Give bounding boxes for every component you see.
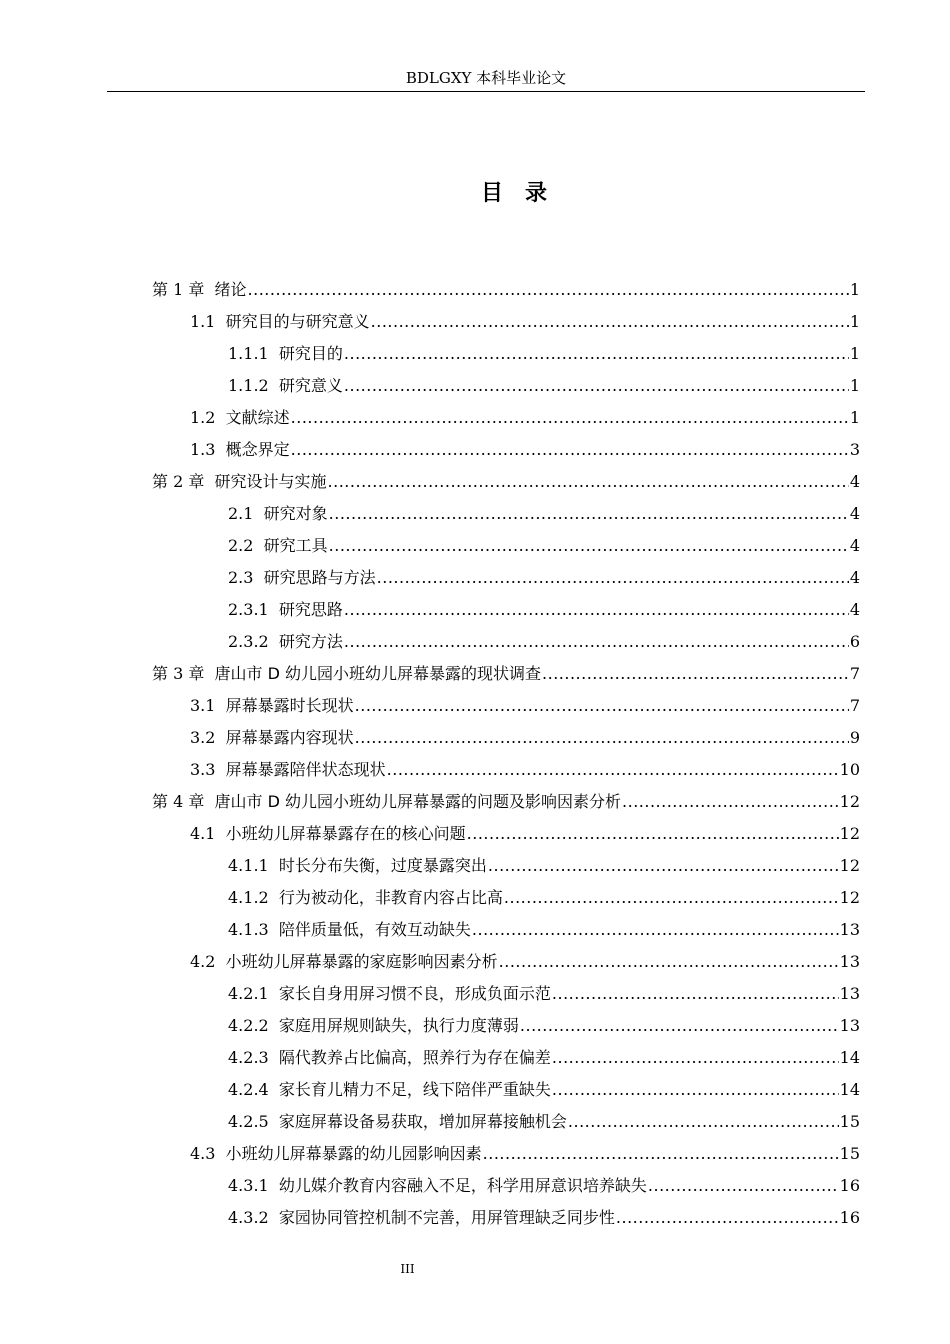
- toc-entry-page: 6: [849, 632, 860, 651]
- toc-entry[interactable]: [0, 1138, 950, 1170]
- toc-entry-label: 唐山市 D 幼儿园小班幼儿屏幕暴露的问题及影响因素分析: [214, 792, 622, 811]
- toc-entry-label: 小班幼儿屏幕暴露存在的核心问题: [225, 824, 466, 843]
- toc-dot-leader: [377, 562, 849, 594]
- toc-dot-leader: [648, 1170, 839, 1202]
- toc-entry-number: 4.1.2: [228, 888, 279, 907]
- toc-dot-leader: [344, 370, 849, 402]
- toc-entry[interactable]: [0, 978, 950, 1010]
- toc-entry-page: 7: [849, 664, 860, 683]
- toc-entry[interactable]: [0, 1106, 950, 1138]
- page-number: III: [400, 1262, 415, 1276]
- toc-entry-page: 9: [849, 728, 860, 747]
- toc-entry-label: 研究工具: [263, 536, 328, 555]
- toc-entry[interactable]: [0, 626, 950, 658]
- toc-entry[interactable]: [0, 530, 950, 562]
- toc-entry-label: 行为被动化，非教育内容占比高: [278, 888, 503, 907]
- toc-dot-leader: [291, 434, 849, 466]
- toc-entry-number: 4.3.2: [228, 1208, 279, 1227]
- toc-entry-number: 2.1: [228, 504, 264, 523]
- toc-entry-label: 时长分布失衡，过度暴露突出: [278, 856, 487, 875]
- toc-entry[interactable]: [0, 818, 950, 850]
- toc-entry[interactable]: [0, 338, 950, 370]
- toc-entry-label: 研究意义: [278, 376, 343, 395]
- toc-entry[interactable]: [0, 562, 950, 594]
- toc-dot-leader: [483, 1138, 839, 1170]
- toc-entry-page: 4: [849, 568, 860, 587]
- toc-entry-label: 研究目的与研究意义: [225, 312, 370, 331]
- toc-entry[interactable]: [0, 786, 950, 818]
- toc-entry-page: 14: [839, 1080, 860, 1099]
- toc-entry-page: 12: [839, 856, 860, 875]
- toc-entry-label: 研究对象: [263, 504, 328, 523]
- toc-entry-label: 研究方法: [278, 632, 343, 651]
- toc-entry-number: 1.2: [190, 408, 226, 427]
- toc-entry-label: 家长自身用屏习惯不良，形成负面示范: [278, 984, 551, 1003]
- toc-entry[interactable]: [0, 1074, 950, 1106]
- toc-entry-page: 13: [839, 984, 860, 1003]
- toc-entry[interactable]: [0, 850, 950, 882]
- toc-entry-label: 研究思路与方法: [263, 568, 376, 587]
- toc-dot-leader: [355, 690, 849, 722]
- toc-dot-leader: [520, 1010, 839, 1042]
- toc-entry-page: 3: [849, 440, 860, 459]
- toc-dot-leader: [387, 754, 839, 786]
- toc-entry-page: 7: [849, 696, 860, 715]
- toc-entry-number: 4.2.4: [228, 1080, 279, 1099]
- toc-entry[interactable]: [0, 1010, 950, 1042]
- toc-dot-leader: [371, 306, 849, 338]
- toc-dot-leader: [467, 818, 839, 850]
- toc-dot-leader: [344, 626, 849, 658]
- toc-dot-leader: [552, 1042, 839, 1074]
- toc-entry-number: 第 2 章: [152, 472, 215, 491]
- toc-dot-leader: [499, 946, 839, 978]
- toc-entry[interactable]: [0, 914, 950, 946]
- toc-dot-leader: [622, 786, 839, 818]
- toc-entry-number: 4.3: [190, 1144, 226, 1163]
- toc-entry-label: 家园协同管控机制不完善，用屏管理缺乏同步性: [278, 1208, 615, 1227]
- toc-dot-leader: [616, 1202, 839, 1234]
- toc-entry[interactable]: [0, 1170, 950, 1202]
- toc-entry[interactable]: [0, 498, 950, 530]
- toc-dot-leader: [355, 722, 849, 754]
- toc-entry-number: 3.3: [190, 760, 226, 779]
- toc-entry-page: 13: [839, 1016, 860, 1035]
- toc-entry-page: 15: [839, 1144, 860, 1163]
- toc-dot-leader: [504, 882, 839, 914]
- toc-dot-leader: [552, 978, 839, 1010]
- toc-entry-number: 第 1 章: [152, 280, 215, 299]
- toc-entry[interactable]: [0, 754, 950, 786]
- toc-entry-number: 2.3.2: [228, 632, 279, 651]
- toc-entry[interactable]: [0, 946, 950, 978]
- toc-entry-number: 第 4 章: [152, 792, 215, 811]
- toc-entry-number: 1.1.1: [228, 344, 279, 363]
- toc-entry-number: 4.2.1: [228, 984, 279, 1003]
- toc-entry-label: 幼儿媒介教育内容融入不足，科学用屏意识培养缺失: [278, 1176, 647, 1195]
- toc-entry-page: 12: [839, 824, 860, 843]
- toc-entry-page: 1: [849, 312, 860, 331]
- toc-entry[interactable]: [0, 434, 950, 466]
- toc-entry[interactable]: [0, 722, 950, 754]
- toc-entry-label: 研究目的: [278, 344, 343, 363]
- toc-entry-number: 1.1: [190, 312, 226, 331]
- toc-entry-page: 1: [849, 376, 860, 395]
- table-of-contents: [0, 274, 950, 1234]
- toc-entry[interactable]: [0, 402, 950, 434]
- toc-entry-label: 绪论: [214, 280, 247, 299]
- toc-entry-page: 1: [849, 344, 860, 363]
- toc-entry-label: 家庭屏幕设备易获取，增加屏幕接触机会: [278, 1112, 567, 1131]
- toc-entry-page: 12: [839, 888, 860, 907]
- toc-entry-number: 2.3: [228, 568, 264, 587]
- toc-dot-leader: [329, 498, 849, 530]
- toc-dot-leader: [291, 402, 849, 434]
- toc-dot-leader: [344, 594, 849, 626]
- running-header: BDLGXY 本科毕业论文: [405, 69, 567, 87]
- toc-entry-label: 研究思路: [278, 600, 343, 619]
- toc-dot-leader: [472, 914, 839, 946]
- toc-entry-page: 1: [849, 408, 860, 427]
- toc-entry-page: 1: [849, 280, 860, 299]
- toc-entry-number: 4.1: [190, 824, 226, 843]
- toc-dot-leader: [329, 530, 849, 562]
- toc-entry-label: 唐山市 D 幼儿园小班幼儿屏幕暴露的现状调查: [214, 664, 542, 683]
- toc-dot-leader: [248, 274, 849, 306]
- toc-entry-label: 家庭用屏规则缺失，执行力度薄弱: [278, 1016, 519, 1035]
- toc-entry-label: 概念界定: [225, 440, 290, 459]
- toc-entry[interactable]: [0, 1042, 950, 1074]
- toc-entry-page: 4: [849, 536, 860, 555]
- toc-entry-label: 屏幕暴露时长现状: [225, 696, 354, 715]
- toc-entry-page: 14: [839, 1048, 860, 1067]
- toc-entry-number: 2.2: [228, 536, 264, 555]
- toc-entry[interactable]: [0, 370, 950, 402]
- toc-entry-number: 4.2: [190, 952, 226, 971]
- toc-entry-number: 3.2: [190, 728, 226, 747]
- header-rule: [107, 91, 865, 92]
- toc-entry-page: 16: [839, 1208, 860, 1227]
- toc-entry-page: 10: [839, 760, 860, 779]
- toc-entry-label: 小班幼儿屏幕暴露的家庭影响因素分析: [225, 952, 498, 971]
- toc-dot-leader: [488, 850, 839, 882]
- toc-entry-number: 4.1.3: [228, 920, 279, 939]
- toc-entry-page: 13: [839, 952, 860, 971]
- toc-entry[interactable]: [0, 1202, 950, 1234]
- toc-dot-leader: [328, 466, 849, 498]
- toc-entry[interactable]: [0, 594, 950, 626]
- toc-entry-label: 隔代教养占比偏高，照养行为存在偏差: [278, 1048, 551, 1067]
- toc-entry[interactable]: [0, 466, 950, 498]
- toc-entry-page: 4: [849, 472, 860, 491]
- toc-dot-leader: [552, 1074, 839, 1106]
- toc-entry-page: 4: [849, 600, 860, 619]
- toc-dot-leader: [344, 338, 849, 370]
- toc-entry-number: 4.2.5: [228, 1112, 279, 1131]
- toc-dot-leader: [568, 1106, 839, 1138]
- toc-entry-label: 研究设计与实施: [214, 472, 327, 491]
- toc-entry[interactable]: [0, 274, 950, 306]
- toc-entry[interactable]: [0, 882, 950, 914]
- toc-entry-page: 15: [839, 1112, 860, 1131]
- toc-entry-page: 12: [839, 792, 860, 811]
- toc-entry-number: 4.2.2: [228, 1016, 279, 1035]
- toc-entry-label: 小班幼儿屏幕暴露的幼儿园影响因素: [225, 1144, 482, 1163]
- toc-entry-label: 屏幕暴露陪伴状态现状: [225, 760, 386, 779]
- toc-entry-number: 1.3: [190, 440, 226, 459]
- toc-entry[interactable]: [0, 658, 950, 690]
- toc-entry-page: 4: [849, 504, 860, 523]
- toc-dot-leader: [542, 658, 849, 690]
- toc-entry-label: 家长育儿精力不足，线下陪伴严重缺失: [278, 1080, 551, 1099]
- toc-entry-page: 16: [839, 1176, 860, 1195]
- toc-entry[interactable]: [0, 306, 950, 338]
- page-title: 目录: [480, 181, 569, 206]
- toc-entry-number: 第 3 章: [152, 664, 215, 683]
- toc-entry-number: 1.1.2: [228, 376, 279, 395]
- toc-entry-number: 4.3.1: [228, 1176, 279, 1195]
- toc-entry-number: 2.3.1: [228, 600, 279, 619]
- toc-entry-label: 文献综述: [225, 408, 290, 427]
- toc-entry-label: 屏幕暴露内容现状: [225, 728, 354, 747]
- toc-entry-number: 4.2.3: [228, 1048, 279, 1067]
- toc-entry-number: 3.1: [190, 696, 226, 715]
- toc-entry-number: 4.1.1: [228, 856, 279, 875]
- toc-entry[interactable]: [0, 690, 950, 722]
- toc-entry-label: 陪伴质量低，有效互动缺失: [278, 920, 471, 939]
- toc-entry-page: 13: [839, 920, 860, 939]
